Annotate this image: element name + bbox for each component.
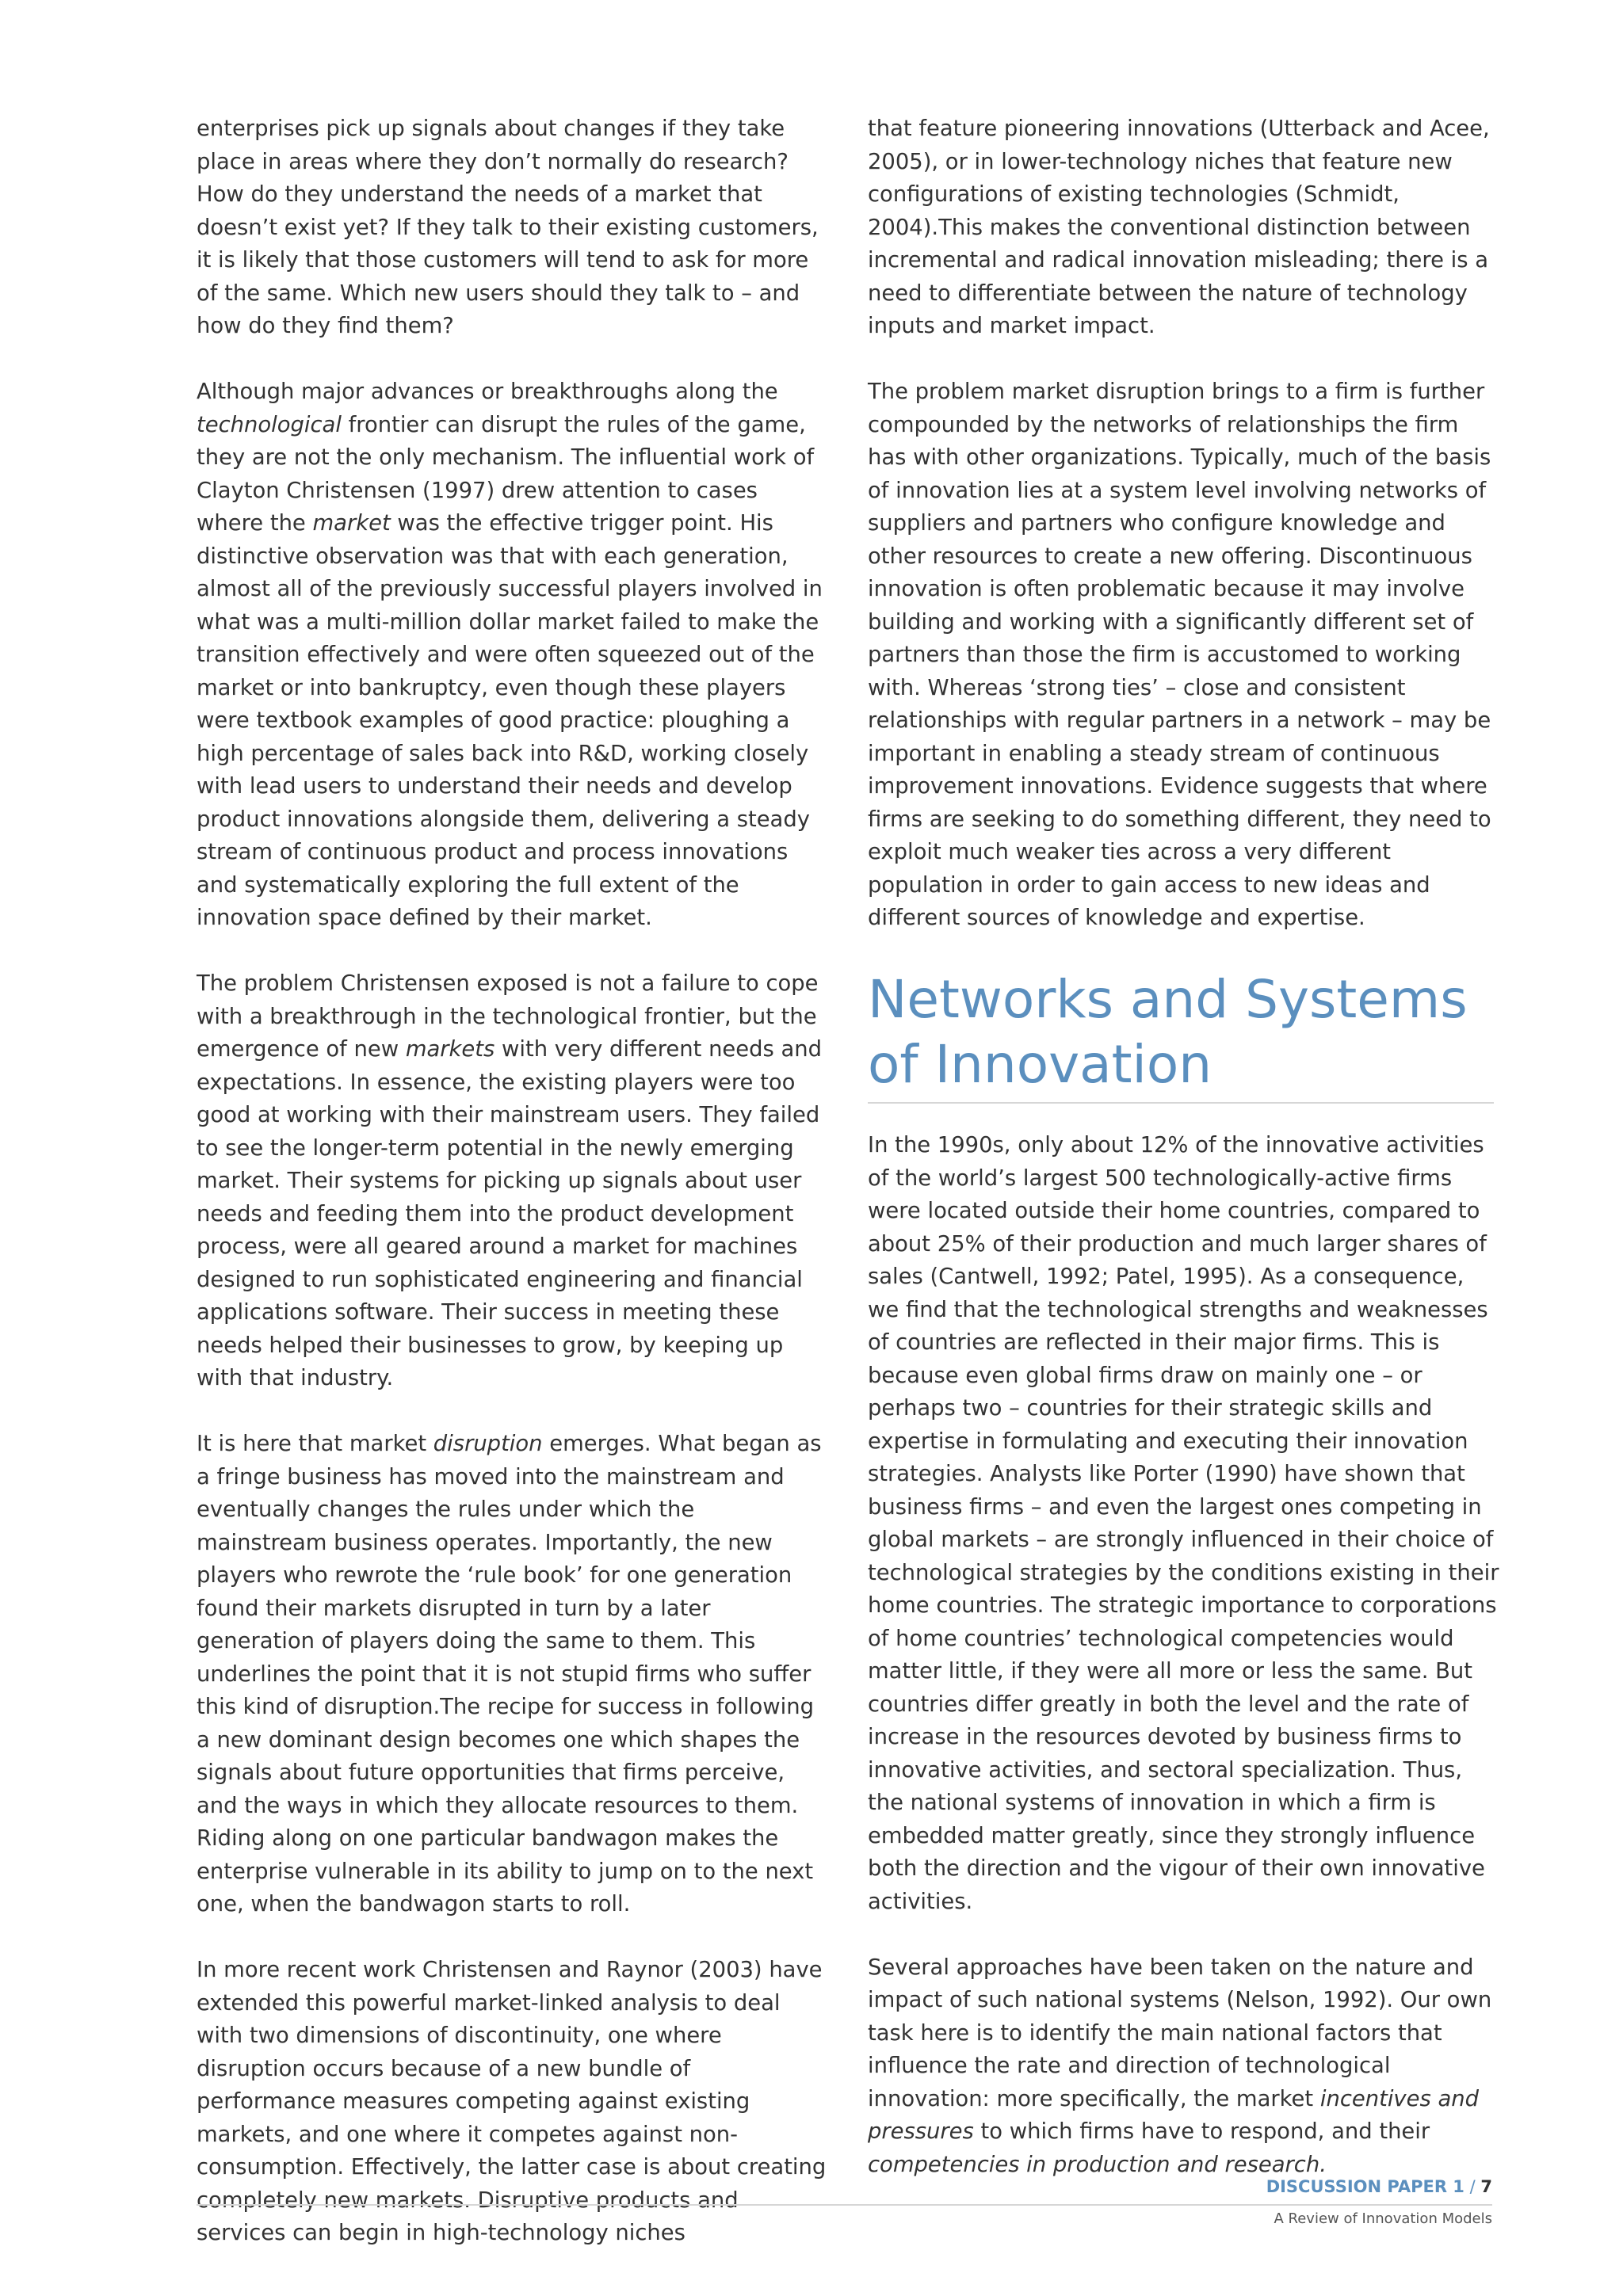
italic-emphasis: disruption: [433, 1432, 543, 1456]
right-column-paragraph: The problem market disruption brings to a firm is further compounded by the networks of relationships the firm has with other organizations. Typically, much of the basis of innovation lies at a system level involving networks of suppliers and partners who configure knowledge and other resources to create a new offering. Discontinuous innovation is often problematic because it may involve building and working with a significantly different set of partners than those the firm is accustomed to working with. Whereas ‘strong ties’ – close and consistent relationships with regular partners in a network – may be important in enabling a steady stream of continuous improvement innovations. Evidence suggests that where firms are seeking to do something different, they need to exploit much weaker ties across a very different population in order to gain access to new ideas and different sources of knowledge and expertise.: [868, 379, 1491, 930]
section-heading: [868, 967, 1502, 1097]
left-column-paragraph: Although major advances or breakthroughs along the technological frontier can disrupt the rules of the game, they are not the only mechanism. The influential work of Clayton Christensen (1997) drew attention to cases where the market was the effective trigger point. His distinctive observation was that with each generation, almost all of the previously successful players involved in what was a multi-million dollar market failed to make the transition effectively and were often squeezed out of the market or into bankruptcy, even though these players were textbook examples of good practice: ploughing a high percentage of sales back into R&D, working closely with lead users to understand their needs and develop product innovations alongside them, delivering a steady stream of continuous product and process innovations and systematically exploring the full extent of the innovation space defined by their market.: [197, 379, 823, 930]
right-column-top: [868, 113, 1502, 935]
right-column-paragraph: Several approaches have been taken on the nature and impact of such national systems (Nelson, 1992). Our own task here is to identify the main national factors that influence the rate and direction of technological innovation: more specifically, the market incentives and pressures to which firms have to respond, and their competencies in production and research.: [868, 1955, 1492, 2177]
italic-emphasis: technological: [197, 412, 342, 437]
right-column-paragraph: that feature pioneering innovations (Utterback and Acee, 2005), or in lower-technology niches that feature new configurations of existing technologies (Schmidt, 2004).This makes the conventional distinction between incremental and radical innovation misleading; there is a need to differentiate between the nature of technology inputs and market impact.: [868, 116, 1490, 338]
footer-series-label: DISCUSSION PAPER 1: [1266, 2177, 1465, 2196]
right-column-bottom: [868, 1129, 1502, 2181]
left-column-paragraph: enterprises pick up signals about changes if they take place in areas where they don’t normally do research? How do they understand the needs of a market that doesn’t exist yet? If they talk to their existing customers, it is likely that those customers will tend to ask for more of the same. Which new users should they talk to – and how do they find them?: [197, 116, 819, 338]
right-column-paragraph: In the 1990s, only about 12% of the innovative activities of the world’s largest 500 technologically-active firms were located outside their home countries, compared to about 25% of their production and much larger shares of sales (Cantwell, 1992; Patel, 1995). As a consequence, we find that the technological strengths and weaknesses of countries are reflected in their major firms. This is because even global firms draw on mainly one – or perhaps two – countries for their strategic skills and expertise in formulating and executing their innovation strategies. Analysts like Porter (1990) have shown that business firms – and even the largest ones competing in global markets – are strongly influenced in their choice of technological strategies by the conditions existing in their home countries. The strategic importance to corporations of home countries’ technological competencies would matter little, if they were all more or less the same. But countries differ greatly in both the level and the rate of increase in the resources devoted by business firms to innovative activities, and sectoral specialization. Thus, the national systems of innovation in which a firm is embedded matter greatly, since they strongly influence both the direction and the vigour of their own innovative activities.: [868, 1133, 1499, 1914]
italic-emphasis: markets: [405, 1037, 495, 1062]
left-column: [197, 113, 831, 2283]
section-heading-line-1: Networks and Systems: [868, 969, 1468, 1030]
section-heading-line-2: of Innovation: [868, 1034, 1212, 1095]
footer-divider: [197, 2204, 1492, 2206]
left-column-paragraph: In more recent work Christensen and Raynor (2003) have extended this powerful market-linked analysis to deal with two dimensions of discontinuity, one where disruption occurs because of a new bundle of performance measures competing against existing markets, and one where it competes against non-consumption. Effectively, the latter case is about creating completely new markets. Disruptive products and services can begin in high-technology niches: [197, 1958, 827, 2245]
page-footer: [197, 2176, 1492, 2227]
footer-separator: /: [1464, 2177, 1481, 2196]
italic-emphasis: market: [312, 511, 391, 536]
footer-page-label: [197, 2176, 1492, 2198]
section-heading-divider: [868, 1102, 1494, 1104]
left-column-paragraph: It is here that market disruption emerges. What began as a fringe business has moved into the mainstream and eventually changes the rules under which the mainstream business operates. Importantly, the new players who rewrote the ‘rule book’ for one generation found their markets disrupted in turn by a later generation of players doing the same to them. This underlines the point that it is not stupid firms who suffer this kind of disruption.The recipe for success in following a new dominant design becomes one which shapes the signals about future opportunities that firms perceive, and the ways in which they allocate resources to them. Riding along on one particular bandwagon makes the enterprise vulnerable in its ability to jump on to the next one, when the bandwagon starts to roll.: [197, 1432, 822, 1917]
italic-emphasis: competencies in production and research.: [868, 2152, 1327, 2177]
left-column-paragraph: The problem Christensen exposed is not a failure to cope with a breakthrough in the technological frontier, but the emergence of new markets with very different needs and expectations. In essence, the existing players were too good at working with their mainstream users. They failed to see the longer-term potential in the newly emerging market. Their systems for picking up signals about user needs and feeding them into the product development process, were all geared around a market for machines designed to run sophisticated engineering and financial applications software. Their success in meeting these needs helped their businesses to grow, by keeping up with that industry.: [197, 971, 823, 1390]
right-column: [868, 113, 1502, 2214]
italic-emphasis: incentives and pressures: [868, 2086, 1480, 2144]
footer-subtitle: A Review of Innovation Models: [1274, 2210, 1492, 2227]
page-number: 7: [1480, 2177, 1492, 2196]
